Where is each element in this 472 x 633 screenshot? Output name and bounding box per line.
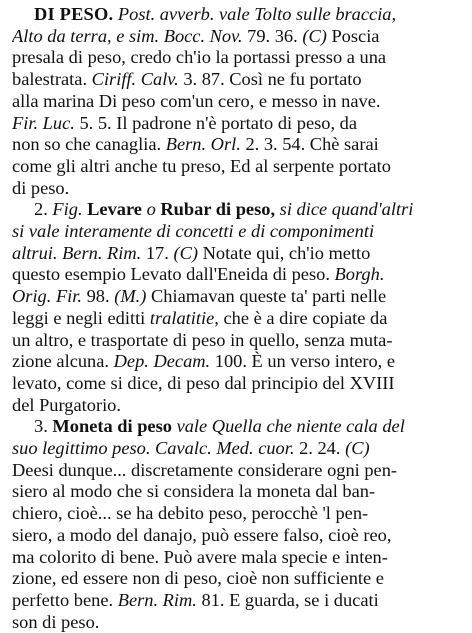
conjunction: o — [146, 199, 156, 220]
quote-text: non so che canaglia. — [12, 134, 162, 155]
citation: altrui. Bern. Rim. — [12, 242, 142, 263]
source-tag: (M.) — [114, 286, 147, 307]
citation: Bern. Orl. — [165, 134, 241, 155]
citation-number: 2. 24. — [299, 438, 341, 459]
citation: Orig. Fir. — [12, 286, 82, 307]
definition-text: vale Quella che niente cala del — [176, 416, 405, 437]
headword: DI PESO. — [34, 4, 114, 24]
citation: Dep. Decam. — [113, 351, 211, 372]
definition-text: si dice quand'altri — [279, 199, 414, 220]
source-tag: (C) — [302, 25, 327, 46]
entry-definition-3 — [12, 416, 464, 633]
quote-text: Poscia — [331, 25, 380, 46]
phrase: Moneta di peso — [52, 416, 172, 437]
text-line — [12, 134, 464, 156]
text-line: un altro, e trasportate di peso in quello, senza muta- — [12, 329, 393, 350]
text-line: siero al modo che si considera la moneta dal ban- — [12, 481, 376, 502]
text-line: son di peso. — [12, 611, 100, 632]
usage-label: Fig. — [52, 199, 83, 220]
text-line: presala di peso, credo ch'io la portassi presso a una — [12, 47, 387, 68]
citation: Alto da terra, e sim. Bocc. Nov. — [12, 25, 243, 46]
entry-definition-2 — [12, 199, 464, 416]
quote-text: 100. È un verso intero, e — [214, 351, 396, 372]
citation: suo legittimo peso. Cavalc. Med. cuor. — [12, 438, 295, 459]
text-line: chiero, cioè... se ha debito peso, perocchè 'l pen- — [12, 503, 369, 524]
citation-number: 17. — [145, 242, 169, 263]
citation: Ciriff. Calv. — [91, 69, 179, 90]
citation: Fir. Luc. — [12, 112, 75, 133]
text-line: siero, a modo del danajo, può essere falso, cioè reo, — [12, 524, 392, 545]
text-line — [12, 308, 464, 330]
text-line — [12, 221, 464, 243]
emphasized-term: tralatitie, — [149, 307, 219, 328]
text-line — [12, 113, 464, 135]
phrase: Levare — [87, 199, 142, 220]
text-line — [12, 243, 464, 265]
quote-text: zione alcuna. — [12, 351, 110, 372]
definition-text: si vale interamente di concetti e di componimenti — [12, 221, 375, 242]
text-line: ma colorito di bene. Può avere mala specie e inten- — [12, 546, 388, 567]
text-line — [12, 416, 464, 438]
definition-text: Post. avverb. vale Tolto sulle braccia, — [117, 4, 397, 24]
quote-text: che è a dire copiate da — [223, 307, 388, 328]
quote-text: 2. 3. 54. Chè sarai — [245, 134, 379, 155]
text-line — [12, 199, 464, 221]
text-line — [12, 590, 464, 612]
text-line — [12, 264, 464, 286]
citation-number: 98. — [86, 286, 110, 307]
text-line: zione, ed essere non di peso, cioè non sufficiente e — [12, 568, 384, 589]
text-line — [12, 4, 464, 26]
quote-text: balestrata. — [12, 69, 88, 90]
text-line — [12, 26, 464, 48]
text-line: come gli altri anche tu preso, Ed al serpente portato — [12, 155, 391, 176]
sense-number: 2. — [34, 199, 48, 220]
text-line: Deesi dunque... discretamente considerare ogni pen- — [12, 459, 398, 480]
text-line: del Purgatorio. — [12, 394, 121, 415]
quote-text: 3. 87. Così ne fu portato — [183, 69, 362, 90]
text-line: levato, come si dice, di peso dal principio del XVIII — [12, 372, 395, 393]
phrase: Rubar di peso, — [160, 199, 276, 220]
text-line: di peso. — [12, 177, 70, 198]
text-line — [12, 438, 464, 460]
text-line: alla marina Di peso com'un cero, e messo in nave. — [12, 90, 381, 111]
citation: Borgh. — [334, 264, 385, 285]
citation: Bern. Rim. — [117, 589, 197, 610]
source-tag: (C) — [345, 438, 370, 459]
quote-text: perfetto bene. — [12, 589, 114, 610]
quote-text: Notate qui, ch'io metto — [202, 242, 371, 263]
quote-text: leggi e negli editti — [12, 307, 146, 328]
entry-definition-1 — [12, 4, 464, 199]
source-tag: (C) — [173, 242, 198, 263]
sense-number: 3. — [34, 416, 48, 437]
text-line — [12, 69, 464, 91]
quote-text: 81. E guarda, se i ducati — [201, 589, 379, 610]
text-line — [12, 351, 464, 373]
text-line — [12, 286, 464, 308]
quote-text: Chiamavan queste ta' parti nelle — [151, 286, 387, 307]
quote-text: questo esempio Levato dall'Eneida di peso. — [12, 264, 330, 285]
quote-text: 5. 5. Il padrone n'è portato di peso, da — [79, 112, 358, 133]
citation-number: 79. 36. — [247, 25, 298, 46]
